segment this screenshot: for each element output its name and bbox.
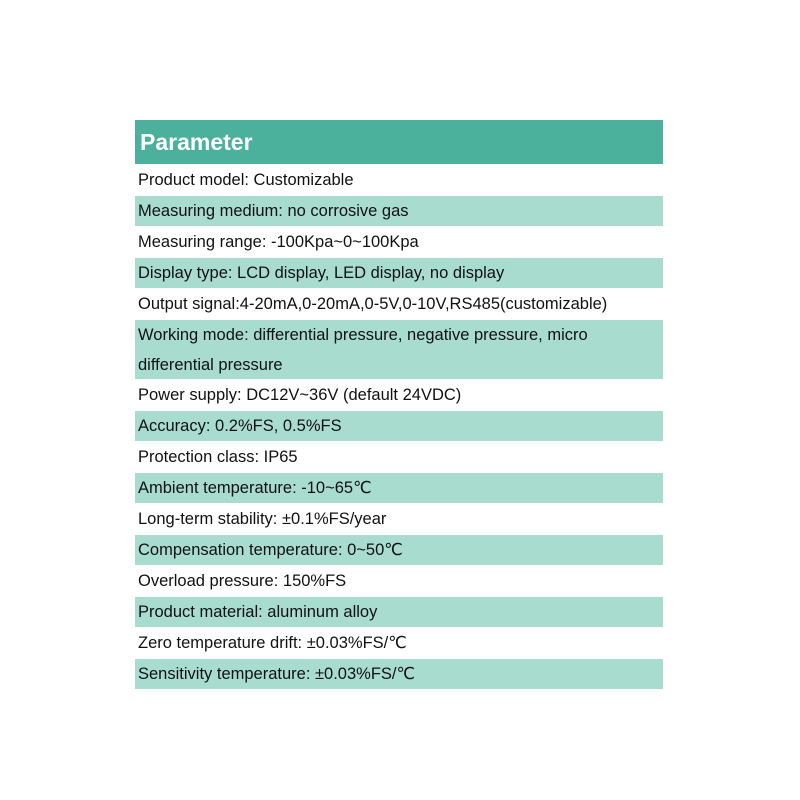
table-row: Overload pressure: 150%FS — [135, 565, 663, 596]
table-header: Parameter — [135, 120, 663, 164]
table-row: Product model: Customizable — [135, 164, 663, 195]
table-row: Zero temperature drift: ±0.03%FS/℃ — [135, 627, 663, 658]
table-row: Ambient temperature: -10~65℃ — [135, 472, 663, 503]
table-row: Sensitivity temperature: ±0.03%FS/℃ — [135, 658, 663, 689]
table-row: Display type: LCD display, LED display, no display — [135, 257, 663, 288]
table-row: Long-term stability: ±0.1%FS/year — [135, 503, 663, 534]
parameter-table — [135, 120, 663, 689]
table-row: Working mode: differential pressure, negative pressure, micro differential pressure — [135, 319, 663, 379]
table-row: Output signal:4-20mA,0-20mA,0-5V,0-10V,RS485(customizable) — [135, 288, 663, 319]
table-row: Power supply: DC12V~36V (default 24VDC) — [135, 379, 663, 410]
table-row: Measuring range: -100Kpa~0~100Kpa — [135, 226, 663, 257]
table-row: Accuracy: 0.2%FS, 0.5%FS — [135, 410, 663, 441]
table-row: Compensation temperature: 0~50℃ — [135, 534, 663, 565]
table-row: Product material: aluminum alloy — [135, 596, 663, 627]
table-row: Protection class: IP65 — [135, 441, 663, 472]
table-row: Measuring medium: no corrosive gas — [135, 195, 663, 226]
